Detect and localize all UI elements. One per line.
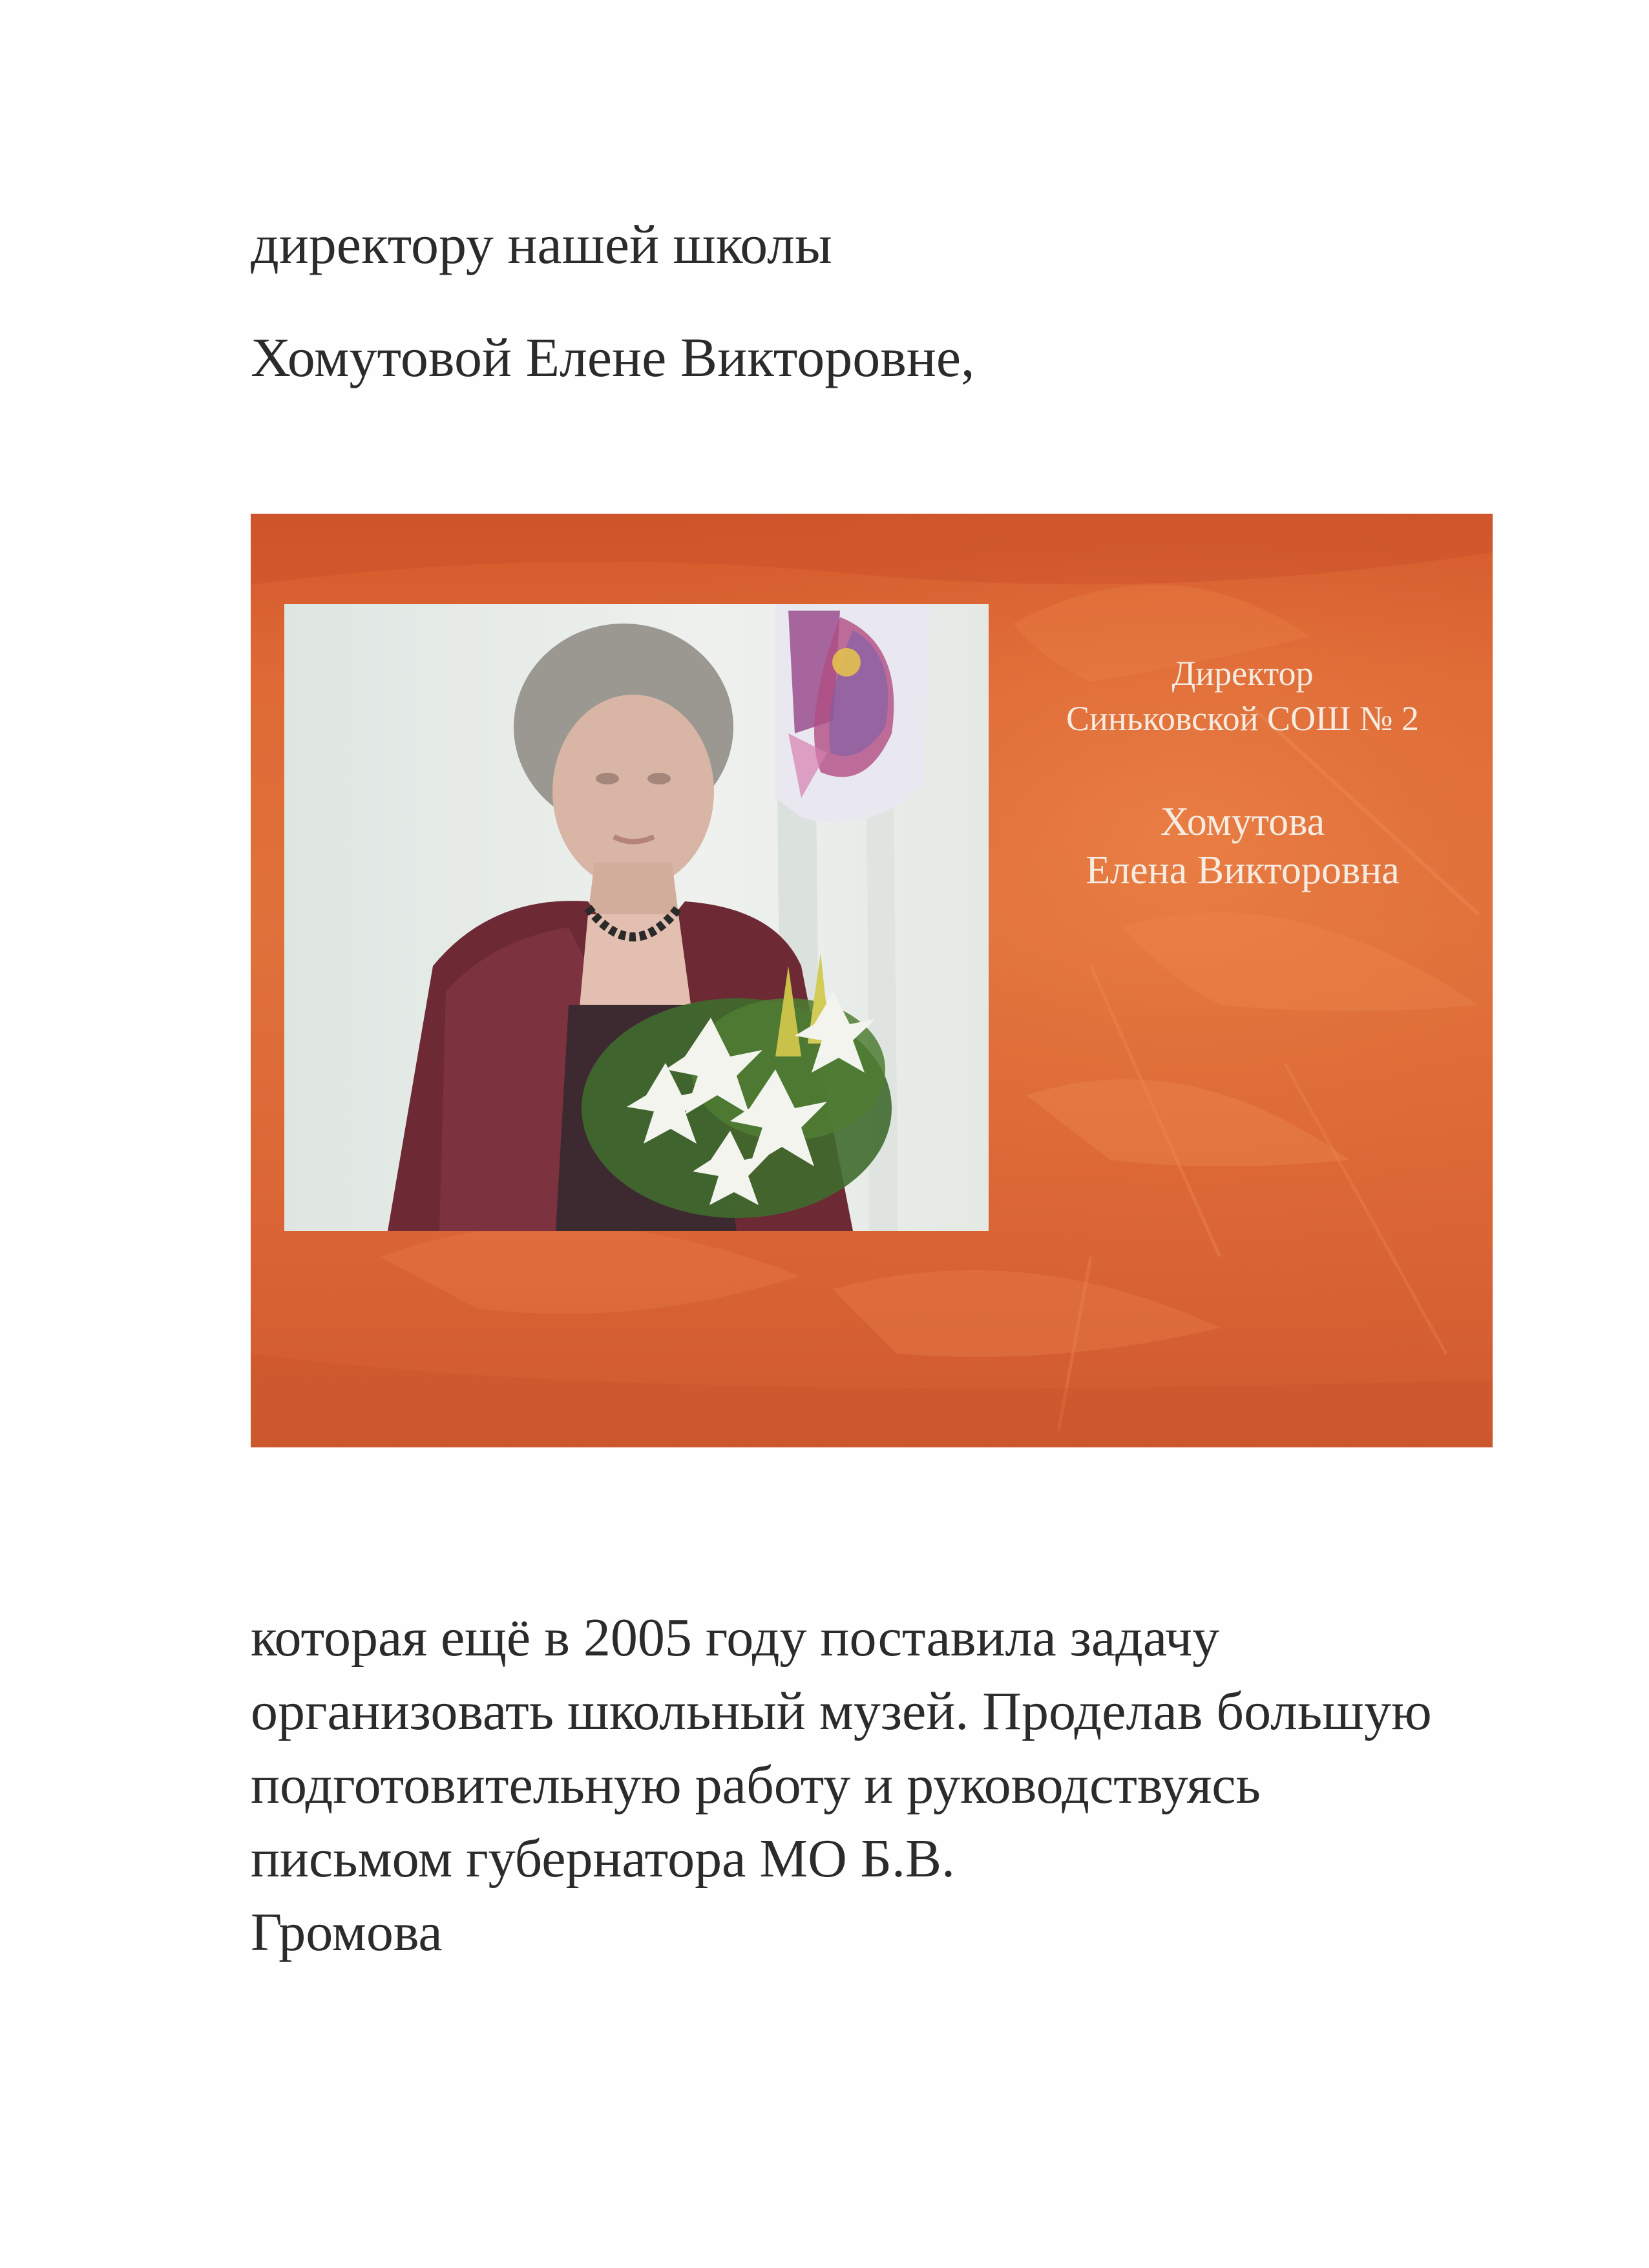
portrait-image <box>284 604 989 1231</box>
card-surname: Хомутова <box>1160 800 1325 844</box>
card-school: Синьковской СОШ № 2 <box>1066 699 1419 738</box>
heading-line-recipient-role: директору нашей школы <box>251 213 832 275</box>
paragraph-line: организовать школьный музей. Проделав большую <box>251 1681 1432 1741</box>
paragraph-line: письмом губернатора МО Б.В. <box>251 1829 956 1889</box>
director-photo <box>284 604 989 1231</box>
paragraph-line: Громова <box>251 1902 443 1962</box>
card-given-name: Елена Викторовна <box>1086 848 1400 892</box>
heading-line-recipient-name: Хомутовой Елене Викторовне, <box>251 326 975 388</box>
director-card <box>251 514 1493 1447</box>
paragraph-line: подготовительную работу и руководствуясь <box>251 1755 1261 1815</box>
card-role: Директор <box>1171 654 1314 693</box>
body-paragraph <box>251 1601 1543 1969</box>
paragraph-line: которая ещё в 2005 году поставила задачу <box>251 1608 1220 1668</box>
